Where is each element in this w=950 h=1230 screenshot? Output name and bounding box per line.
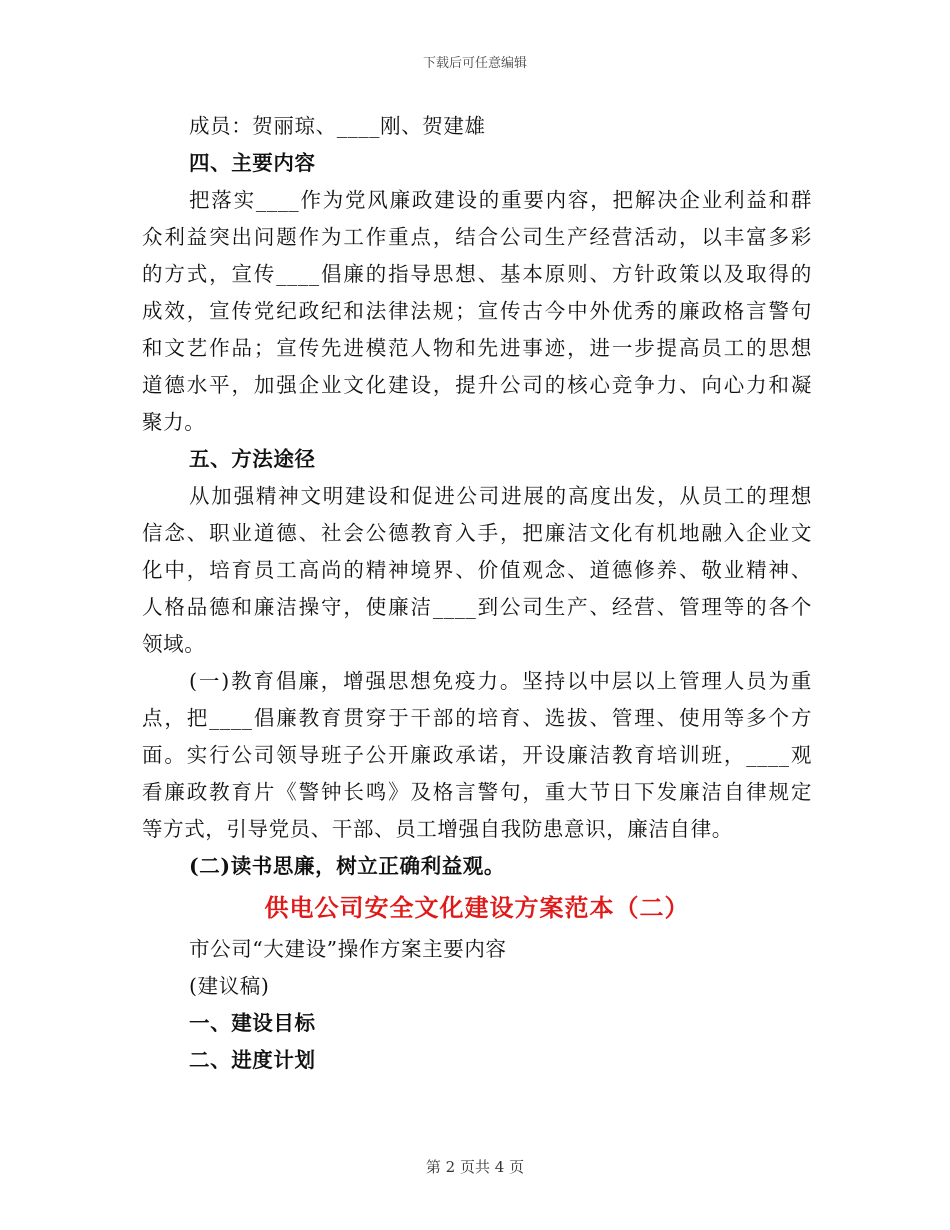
text-line: 点，把____倡廉教育贯穿于干部的培育、选拔、管理、使用等多个方 bbox=[142, 706, 812, 730]
text-line: 人格品德和廉洁操守，使廉洁____到公司生产、经营、管理等的各个 bbox=[142, 595, 812, 619]
page-footer: 第 2 页共 4 页 bbox=[425, 1158, 525, 1176]
text-line: 把落实____作为党风廉政建设的重要内容，把解决企业利益和群 bbox=[189, 188, 812, 212]
section-title: 供电公司安全文化建设方案范本（二） bbox=[264, 893, 690, 922]
text-line: 聚力。 bbox=[142, 410, 206, 434]
text-line: 道德水平，加强企业文化建设，提升公司的核心竞争力、向心力和凝 bbox=[142, 373, 812, 397]
text-line: 信念、职业道德、社会公德教育入手，把廉洁文化有机地融入企业文 bbox=[142, 521, 812, 545]
text-line: 看廉政教育片《警钟长鸣》及格言警句，重大节日下发廉洁自律规定 bbox=[142, 780, 812, 804]
text-line: 等方式，引导党员、干部、员工增强自我防患意识，廉洁自律。 bbox=[142, 817, 733, 841]
text-line: 五、方法途径 bbox=[189, 447, 316, 471]
text-line: 众利益突出问题作为工作重点，结合公司生产经营活动，以丰富多彩 bbox=[142, 225, 812, 249]
text-line: 市公司“大建设”操作方案主要内容 bbox=[189, 937, 507, 961]
text-line: 二、进度计划 bbox=[189, 1048, 316, 1072]
text-line: (二)读书思廉，树立正确利益观。 bbox=[189, 854, 505, 878]
part-one bbox=[142, 108, 812, 885]
text-line: (建议稿) bbox=[189, 974, 270, 998]
document-body bbox=[142, 108, 812, 1079]
text-line: 从加强精神文明建设和促进公司进展的高度出发，从员工的理想 bbox=[189, 484, 812, 508]
text-line: 领域。 bbox=[142, 632, 206, 656]
text-line: 和文艺作品；宣传先进模范人物和先进事迹，进一步提高员工的思想 bbox=[142, 336, 812, 360]
text-line: 四、主要内容 bbox=[189, 151, 316, 175]
text-line: 的方式，宣传____倡廉的指导思想、基本原则、方针政策以及取得的 bbox=[142, 262, 812, 286]
text-line: 面。实行公司领导班子公开廉政承诺，开设廉洁教育培训班，____观 bbox=[142, 743, 812, 767]
text-line: 成效，宣传党纪政纪和法律法规；宣传古今中外优秀的廉政格言警句 bbox=[142, 299, 812, 323]
part-two bbox=[142, 931, 812, 1079]
text-line: 成员：贺丽琼、____刚、贺建雄 bbox=[189, 114, 486, 138]
text-line: (一)教育倡廉，增强思想免疫力。坚持以中层以上管理人员为重 bbox=[189, 669, 812, 693]
page-header: 下载后可任意编辑 bbox=[422, 56, 527, 71]
text-line: 一、建设目标 bbox=[189, 1011, 316, 1035]
text-line: 化中，培育员工高尚的精神境界、价值观念、道德修养、敬业精神、 bbox=[142, 558, 812, 582]
